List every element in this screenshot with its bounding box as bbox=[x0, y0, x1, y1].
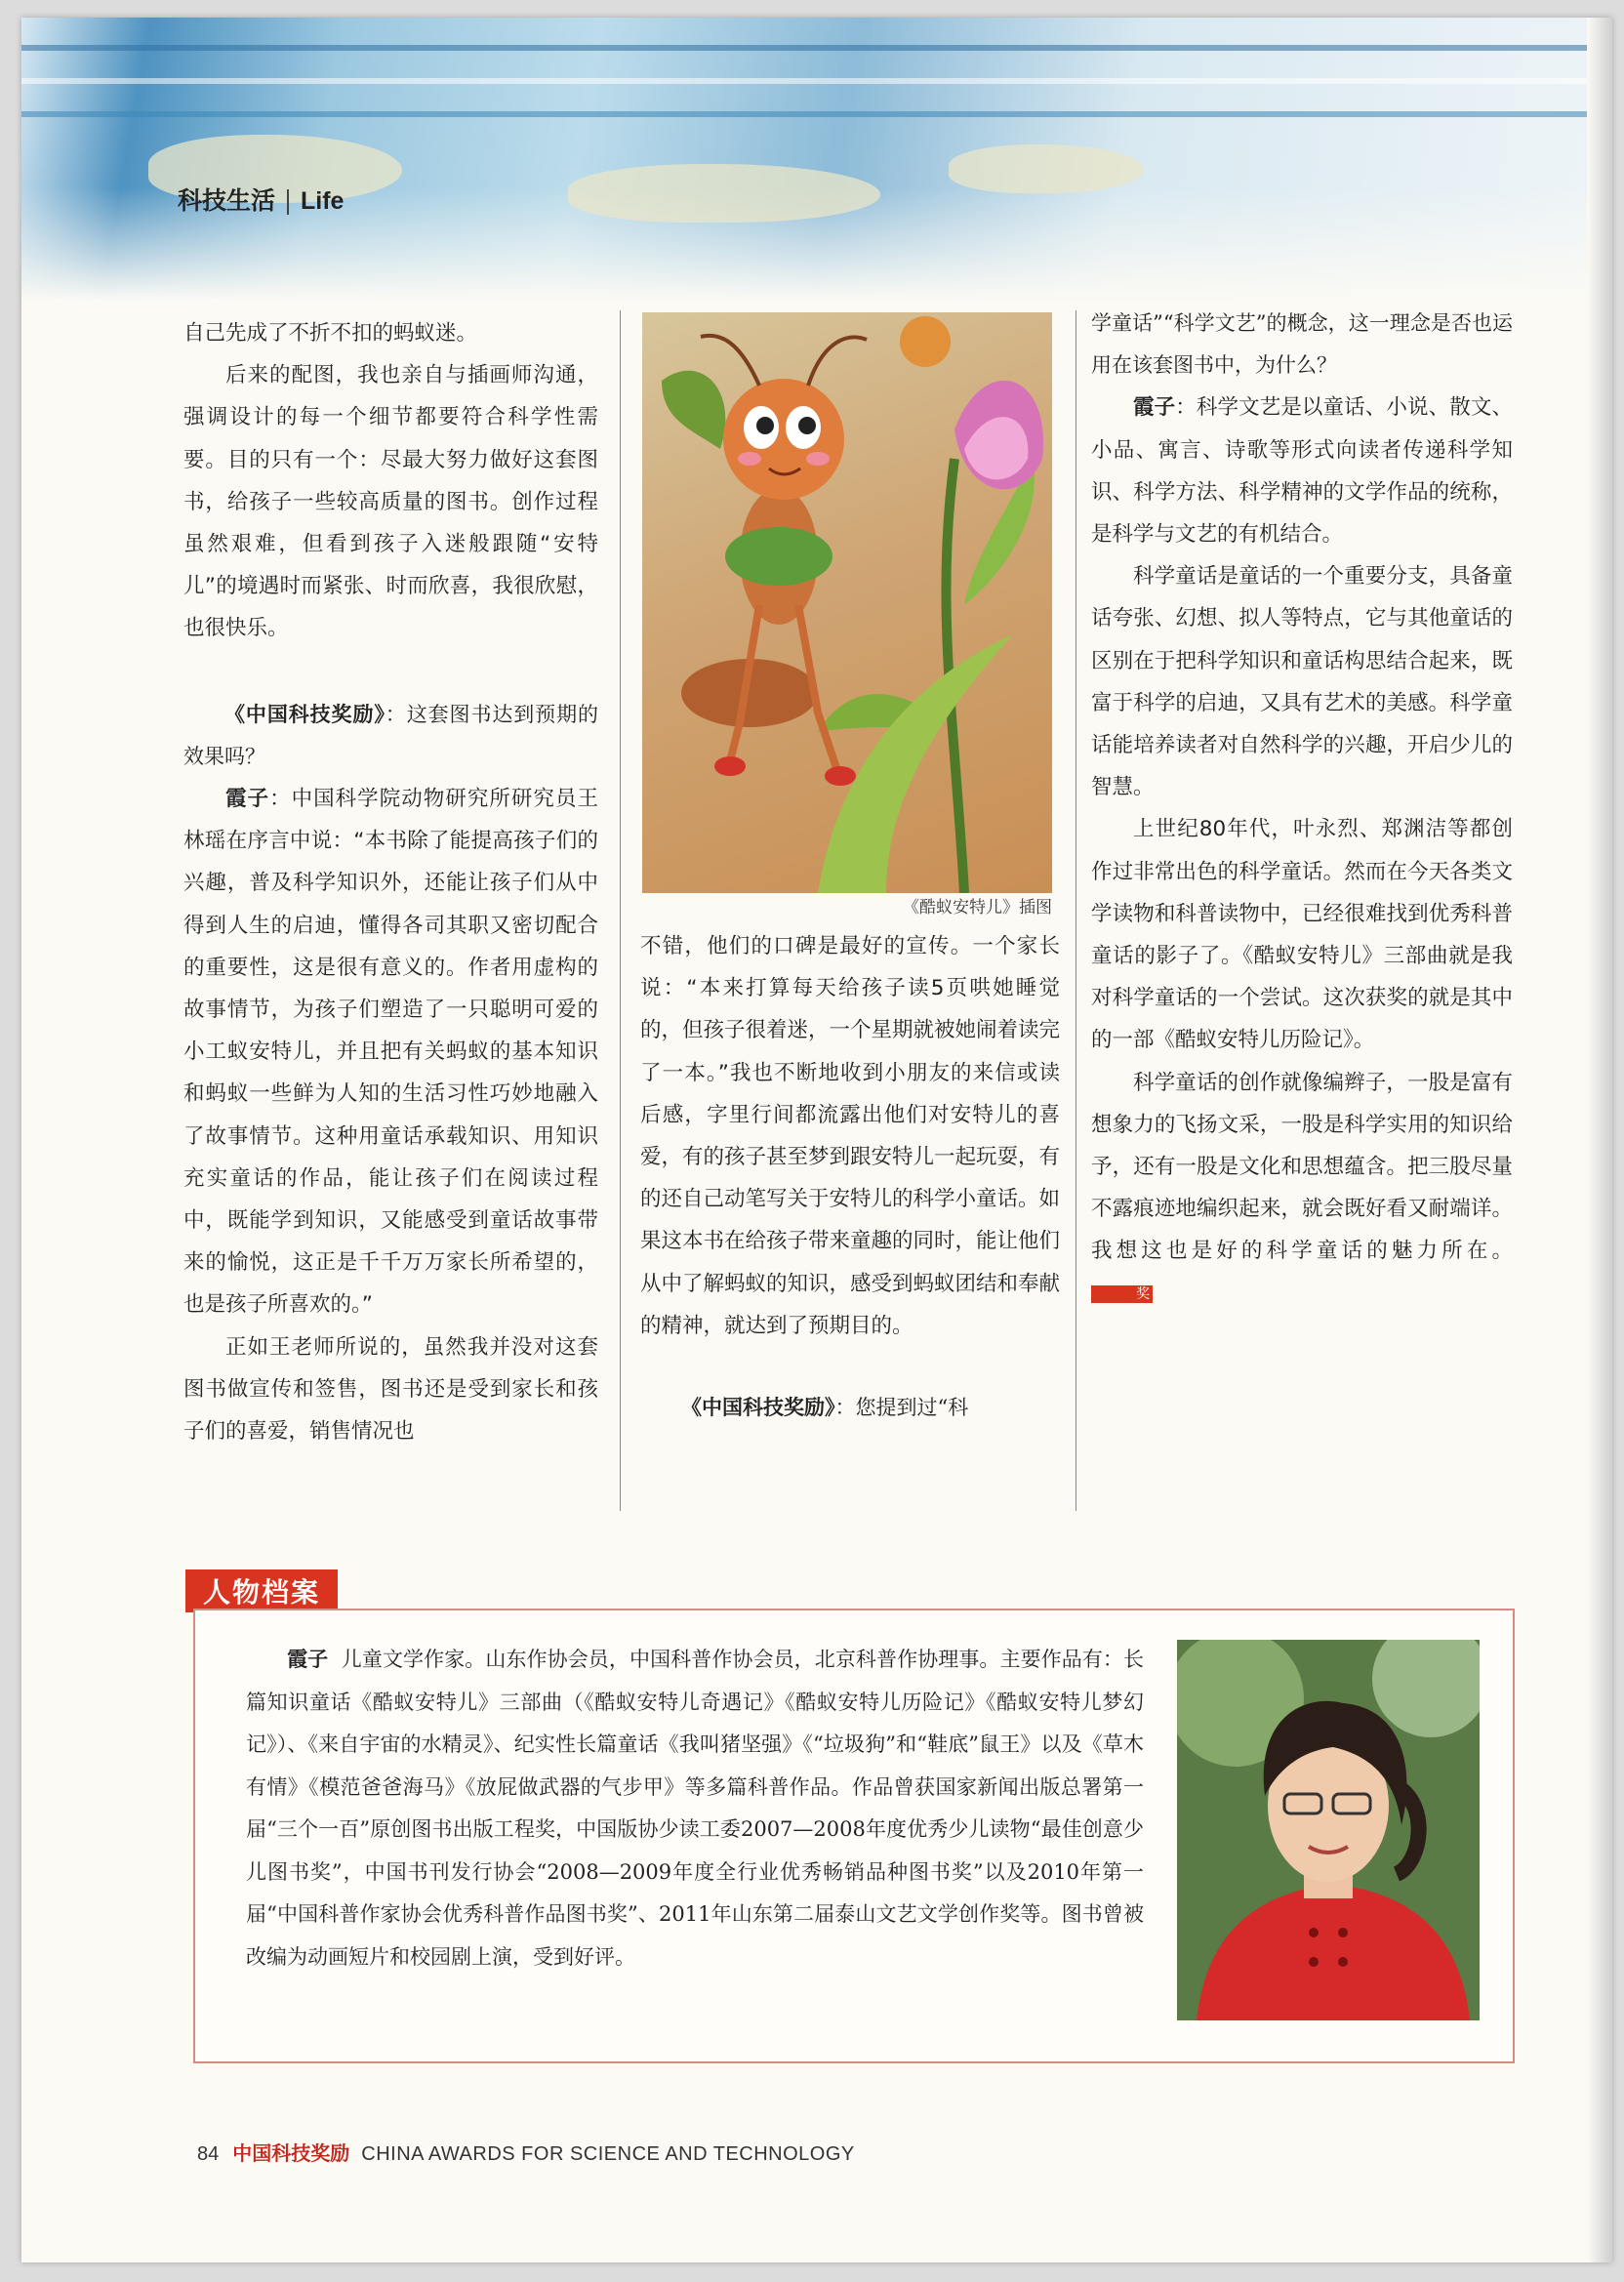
paragraph-text: 科学童话的创作就像编辫子，一股是富有想象力的飞扬文采，一股是科学实用的知识给予，还有一股是文化和思想蕴含。把三股尽量不露痕迹地编织起来，就会既好看又耐端详。我想这也是好的科学童话的魅力所在。 bbox=[1091, 1070, 1513, 1264]
page-footer bbox=[197, 2138, 855, 2166]
answer-text: ：科学文艺是以童话、小说、散文、小品、寓言、诗歌等形式向读者传递科学知识、科学方法、科学精神的文学作品的统称，是科学与文艺的有机结合。 bbox=[1091, 395, 1513, 548]
magazine-page bbox=[21, 18, 1612, 2262]
profile-box bbox=[193, 1609, 1515, 2063]
speaker-name: 霞子 bbox=[225, 787, 270, 812]
question-text: ：这套图书达到预期的效果吗？ bbox=[183, 702, 599, 768]
magazine-title-cn: 中国科技奖励 bbox=[232, 2141, 350, 2165]
paragraph: 科学童话是童话的一个重要分支，具备童话夸张、幻想、拟人等特点，它与其他童话的区别在于把科学知识和童话构思结合起来，既富于科学的启迪，又具有艺术的美感。科学童话能培养读者对自然科学的兴趣，开启少儿的智慧。 bbox=[1091, 564, 1513, 800]
header-banner bbox=[21, 18, 1587, 301]
map-continent bbox=[568, 164, 880, 223]
banner-stripe bbox=[21, 45, 1587, 51]
ant-illustration bbox=[642, 312, 1052, 893]
page-edge-shadow bbox=[1587, 18, 1612, 2262]
banner-stripe bbox=[21, 78, 1587, 84]
column-3 bbox=[1091, 303, 1513, 1315]
interview-question bbox=[640, 1386, 1060, 1429]
section-divider bbox=[287, 189, 289, 215]
column-2 bbox=[640, 925, 1060, 1429]
interview-answer bbox=[183, 778, 598, 1326]
profile-tag: 人物档案 bbox=[185, 1569, 338, 1612]
speaker-name: 霞子 bbox=[1133, 395, 1176, 421]
profile-description: 儿童文学作家。山东作协会员，中国科普作协会员，北京科普作协理事。主要作品有：长篇知识童话《酷蚁安特儿》三部曲（《酷蚁安特儿奇遇记》《酷蚁安特儿历险记》《酷蚁安特儿梦幻记》）、《来自宇宙的水精灵》、纪实性长篇童话《我叫猪坚强》《“垃圾狗”和“鞋底”鼠王》以及《草木有情》《模范爸爸海马》《放屁做武器的气步甲》等多篇科普作品。作品曾获国家新闻出版总署第一届“三个一百”原创图书出版工程奖，中国版协少读工委2007—2008年度优秀少儿读物“最佳创意少儿图书奖”，中国书刊发行协会“2008—2009年度全行业优秀畅销品种图书奖”以及2010年第一届“中国科普作家协会优秀科普作品图书奖”、2011年山东第二届泰山文艺文学创作奖等。图书曾被改编为动画短片和校园剧上演，受到好评。 bbox=[246, 1648, 1145, 1969]
paragraph: 上世纪80年代，叶永烈、郑渊洁等都创作过非常出色的科学童话。然而在今天各类文学读物和科普读物中，已经很难找到优秀科普童话的影子了。《酷蚁安特儿》三部曲就是我对科学童话的一个尝试。这次获奖的就是其中的一部《酷蚁安特儿历险记》。 bbox=[1091, 817, 1513, 1053]
map-continent bbox=[949, 144, 1144, 193]
question-continued: 学童话”“科学文艺”的概念，这一理念是否也运用在该套图书中，为什么？ bbox=[1091, 311, 1513, 378]
paragraph: 自己先成了不折不扣的蚂蚁迷。 bbox=[183, 321, 478, 346]
section-name-cn: 科技生活 bbox=[178, 187, 276, 215]
ant-cartoon-image bbox=[642, 312, 1052, 893]
paragraph: 正如王老师所说的，虽然我并没对这套图书做宣传和签售，图书还是受到家长和孩子们的喜爱，销售情况也 bbox=[183, 1334, 598, 1445]
paragraph bbox=[1091, 1062, 1513, 1315]
answer-text: ：中国科学院动物研究所研究员王林瑶在序言中说：“本书除了能提高孩子们的兴趣，普及科学知识外，还能让孩子们从中得到人生的启迪，懂得各司其职又密切配合的重要性，这是很有意义的。作者用虚构的故事情节，为孩子们塑造了一只聪明可爱的小工蚁安特儿，并且把有关蚂蚁的基本知识和蚂蚁一些鲜为人知的生活习性巧妙地融入了故事情节。这种用童话承载知识、用知识充实童话的作品，能让孩子们在阅读过程中，既能学到知识，又能感受到童话故事带来的愉悦，这正是千千万万家长所希望的，也是孩子所喜欢的。” bbox=[183, 787, 598, 1318]
interview-question bbox=[183, 693, 598, 778]
section-label bbox=[178, 182, 344, 217]
question-text: ：您提到过“科 bbox=[834, 1396, 969, 1420]
section-name-en: Life bbox=[301, 187, 345, 215]
magazine-title-en: CHINA AWARDS FOR SCIENCE AND TECHNOLOGY bbox=[361, 2143, 855, 2165]
author-portrait-image bbox=[1177, 1640, 1480, 2020]
profile-name: 霞子 bbox=[287, 1647, 329, 1671]
column-rule bbox=[620, 310, 621, 1511]
interview-answer bbox=[1091, 387, 1513, 555]
profile-bio bbox=[246, 1638, 1144, 1978]
illustration-caption: 《酷蚁安特儿》插图 bbox=[903, 898, 1052, 917]
author-photo bbox=[1177, 1640, 1480, 2020]
banner-stripe bbox=[21, 111, 1587, 117]
column-1 bbox=[183, 312, 598, 1452]
magazine-name: 《中国科技奖励》 bbox=[681, 1395, 835, 1420]
end-mark: 奖 bbox=[1091, 1285, 1153, 1303]
magazine-name: 《中国科技奖励》 bbox=[224, 701, 386, 726]
paragraph: 后来的配图，我也亲自与插画师沟通，强调设计的每一个细节都要符合科学性需要。目的只有一个：尽最大努力做好这套图书，给孩子一些较高质量的图书。创作过程虽然艰难，但看到孩子入迷般跟随“安特儿”的境遇时而紧张、时而欣喜，我很欣慰，也很快乐。 bbox=[183, 363, 598, 641]
page-number: 84 bbox=[197, 2143, 220, 2165]
paragraph: 不错，他们的口碑是最好的宣传。一个家长说：“本来打算每天给孩子读5页哄她睡觉的，但孩子很着迷，一个星期就被她闹着读完了一本。”我也不断地收到小朋友的来信或读后感，字里行间都流露出他们对安特儿的喜爱，有的孩子甚至梦到跟安特儿一起玩耍，有的还自己动笔写关于安特儿的科学小童话。如果这本书在给孩子带来童趣的同时，能让他们从中了解蚂蚁的知识，感受到蚂蚁团结和奉献的精神，就达到了预期目的。 bbox=[640, 934, 1061, 1338]
